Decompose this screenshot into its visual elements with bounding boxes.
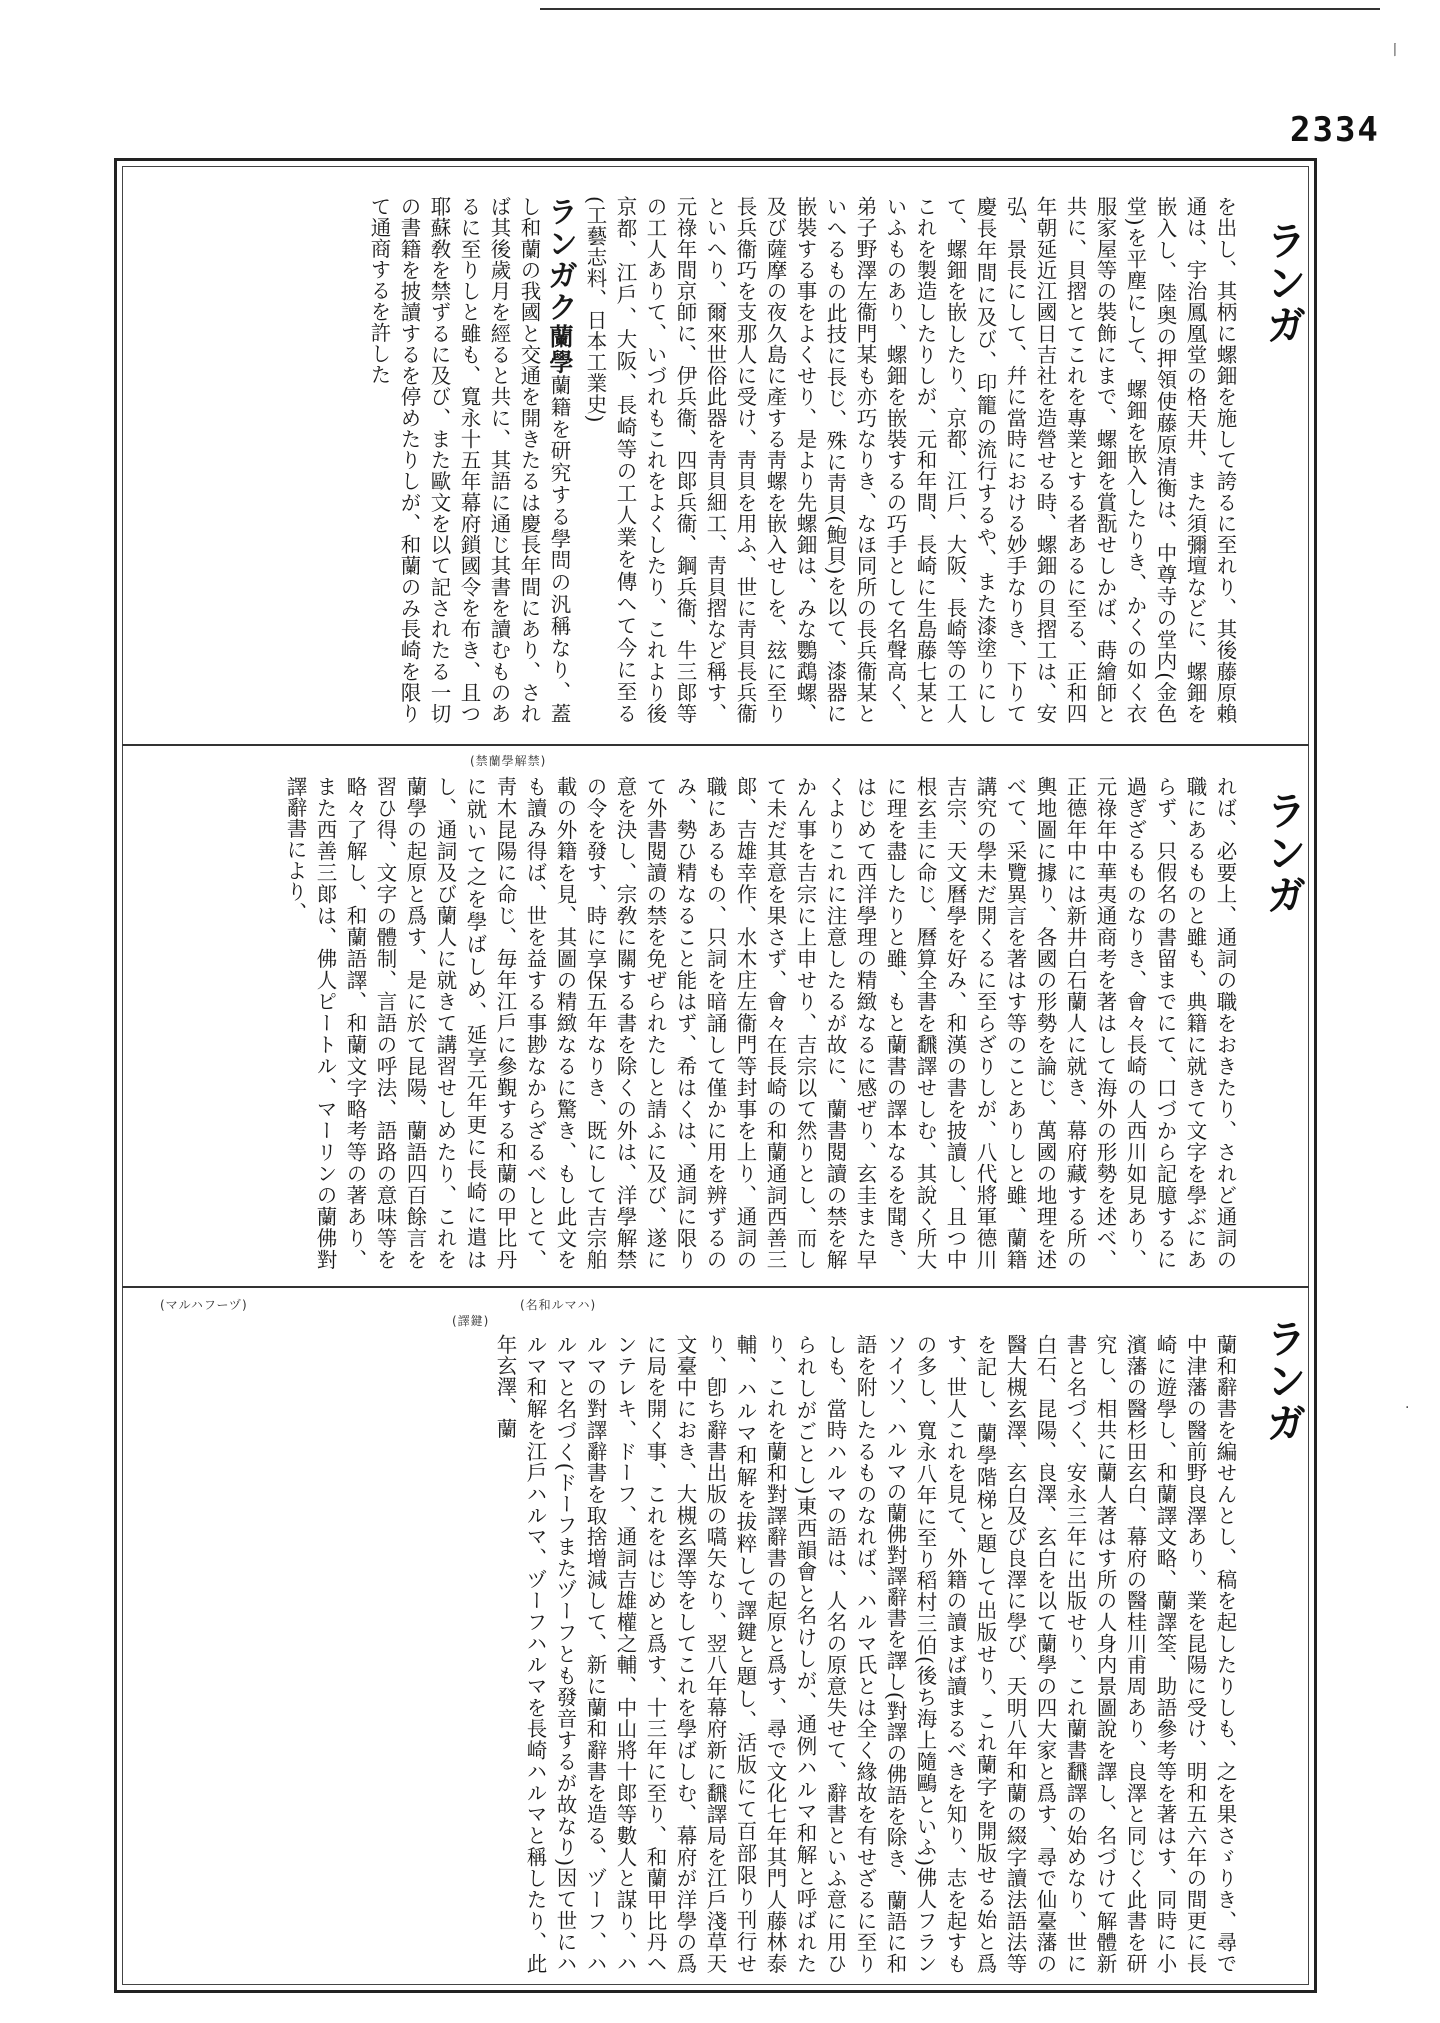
headword-bottom: ランガ	[1260, 1318, 1306, 1444]
paragraph-raden: を出し、其柄に螺鈿を施して誇るに至れり、其後藤原賴通は、宇治鳳凰堂の格天井、また須彌壇などに、螺鈿を嵌入し、陸奥の押領使藤原清衡は、中尊寺の堂内(金色堂)を平塵にして、螺鈿を嵌入したりき、かくの如く衣服家屋等の裝飾にまで、螺鈿を賞翫せしかば、蒔繪師と共に、貝摺とてこれを專業とする者あるに至る、正和四年朝延近江國日吉社を造營せる時、螺鈿の貝摺工は、安弘、景長にして、幷に當時における妙手なりき、下りて慶長年間に及び、印籠の流行するや、また漆塗りにして、螺鈿を嵌したり、京都、江戶、大阪、長崎等の工人これを製造したりしが、元和年間、長崎に生島藤七某といふものあり、螺鈿を嵌裝するの巧手として名聲高く、弟子野澤左衞門某も亦巧なりき、なほ同所の長兵衞某といへるもの此技に長じ、殊に靑貝(鮑貝)を以て、漆器に嵌裝する事をよくせり、是より先螺鈿は、みな鸚鵡螺、及び薩摩の夜久島に產する靑螺を嵌入せしを、玆に至り長兵衞巧を支那人に受け、靑貝を用ふ、世に靑貝長兵衞といへり、爾來世俗此器を靑貝細工、靑貝摺など稱す、元祿年間京師に、伊兵衞、四郞兵衞、鋼兵衞、牛三郞等の工人ありて、いづれもこれをよくしたり、これより後京都、江戶、大阪、長崎等の工人業を傳へて今に至る(工藝志料、日本工業史)	[583, 196, 1237, 724]
paragraph-rangaku-history: れば、必要上、通詞の職をおきたり、されど通詞の職にあるものと雖も、典籍に就きて文字を學ぶにあらず、只假名の書留までにて、口づから記臆するに過ぎざるものなりき、會々長崎の人西川如見あり、元祿年中華夷通商考を著はして海外の形勢を述べ、正德年中には新井白石蘭人に就き、幕府藏する所の輿地圖に據り、各國の形勢を論じ、萬國の地理を述べて、采覽異言を著はす等のことありしと雖、蘭籍講究の學未だ開くるに至らざりしが、八代將軍德川吉宗、天文曆學を好み、和漢の書を披讀し、且つ中根玄圭に命じ、曆算全書を飜譯せしむ、其說く所大に理を盡したりと雖、もと蘭書の譯本なるを聞き、はじめて西洋學理の精緻なるに感ぜり、玄圭また早くよりこれに注意したるが故に、蘭書閱讀の禁を解かん事を吉宗に上申せり、吉宗以て然りとし、而して未だ其意を果さず、會々在長崎の和蘭通詞西善三郞、吉雄幸作、水木庄左衞門等封事を上り、通詞の職にあるもの、只詞を暗誦して僅かに用を辨ずるのみ、勢ひ精なること能はず、希はくは、通詞に限りて外書閱讀の禁を免ぜられたしと請ふに及び、遂に意を決し、宗敎に關する書を除くの外は、洋學解禁の令を發す、時に享保五年なりき、既にして吉宗舶載の外籍を見、其圖の精緻なるに驚き、もし此文をも讀み得ば、世を益する事尠なからざるべしとて、靑木昆陽に命じ、毎年江戶に參覲する和蘭の甲比丹に就いて之を學ばしめ、延享元年更に長崎に遣はし、通詞及び蘭人に就きて講習せしめたり、これを蘭學の起原と爲す、是に於て昆陽、蘭語四百餘言を習ひ得、文字の體制、言語の呼法、語路の意味等を略々了解し、和蘭語譯、和蘭文字略考等の著あり、また西善三郞は、佛人ピートル、マーリンの蘭佛對譯辭書により、	[283, 776, 1237, 1270]
headword-top: ランガ	[1260, 220, 1306, 346]
caption-doeff-halma: (マルハフーヅ)	[160, 1298, 248, 1312]
section-divider-lower	[122, 1286, 1309, 1288]
headword-middle: ランガ	[1260, 790, 1306, 916]
text-block-top	[140, 196, 1240, 724]
caption-rangaku-kaikin: (禁蘭學解禁)	[470, 754, 547, 768]
scan-mark-top: 丨	[1388, 43, 1402, 59]
entry-text-rangaku: 蘭籍を研究する學問の汎稱なり、蓋し和蘭の我國と交通を開きたるは慶長年間にあり、されば其後歲月を經ると共に、其語に通じ其書を讀むものあるに至りしと雖も、寬永十五年幕府鎖國令を布き、且つ耶蘇敎を禁ずるに及び、また歐文を以て記されたる一切の書籍を披讀するを停めたりしが、和蘭のみ長崎を限りて通商するを許した	[367, 196, 571, 724]
section-divider-upper	[122, 744, 1309, 746]
caption-yakken: (譯鍵)	[452, 1314, 490, 1328]
entry-rangaku	[364, 196, 577, 724]
entry-heading-rangaku: ランガク	[542, 196, 577, 324]
page-number: 2334	[1290, 110, 1380, 150]
paragraph-rangaku-dictionaries: 蘭和辭書を編せんとし、稿を起したりしも、之を果さゞりき、尋で中津藩の醫前野良澤あり、業を昆陽に受け、明和五六年の間更に長崎に遊學し、和蘭譯文略、蘭譯筌、助語參考等を著はす、同時に小濱藩の醫杉田玄白、幕府の醫桂川甫周あり、良澤と同じく此書を研究し、相共に蘭人著はす所の人身内景圖說を譯し、名づけて解體新書と名づく、安永三年に出版せり、これ蘭書飜譯の始めなり、世に白石、昆陽、良澤、玄白を以て蘭學の四大家と爲す、尋で仙臺藩の醫大槻玄澤、玄白及び良澤に學び、天明八年和蘭の綴字讀法語法等を記し、蘭學階梯と題して出版せり、これ蘭字を開版せる始と爲す、世人これを見て、外籍の讀まば讀まるべきを知り、志を起すもの多し、寬永八年に至り稻村三伯(後ち海上隨鷗といふ)佛人フランソイソ、ハルマの蘭佛對譯辭書を譯し(對譯の佛語を除き、蘭語に和語を附したるものなれば、ハルマ氏とは全く緣故を有せざるに至りしも、當時ハルマの語は、人名の原意失せて、辭書といふ意に用ひられしがごとし)東西韻會と名けしが、通例ハルマ和解と呼ばれたり、これを蘭和對譯辭書の起原と爲す、尋で文化七年其門人藤林泰輔、ハルマ和解を拔粹して譯鍵と題し、活版にて百部限り刊行せり、卽ち辭書出版の嚆矢なり、翌八年幕府新に飜譯局を江戶淺草天文臺中におき、大槻玄澤等をしてこれを學ばしむ、幕府が洋學の爲に局を開く事、これをはじめと爲す、十三年に至り、和蘭甲比丹ヘンテレキ、ドーフ、通詞吉雄權之輔、中山將十郞等數人と謀り、ハルマの對譯辭書を取捨增減して、新に蘭和辭書を造る、ヅーフ、ハルマと名づく(ドーフまたヅーフとも發音するが故なり)因て世にハルマ和解を江戶ハルマ、ヅーフハルマを長崎ハルマと稱したり、此年玄澤、蘭	[493, 1334, 1237, 1974]
scan-mark-right: ·	[1405, 1400, 1410, 1416]
top-border-line	[540, 8, 1380, 10]
caption-halma-wage: (名和ルマハ)	[520, 1298, 597, 1312]
text-block-middle	[140, 776, 1240, 1270]
entry-subheading-rangaku: 蘭學	[545, 323, 573, 375]
text-block-bottom	[140, 1334, 1240, 1974]
